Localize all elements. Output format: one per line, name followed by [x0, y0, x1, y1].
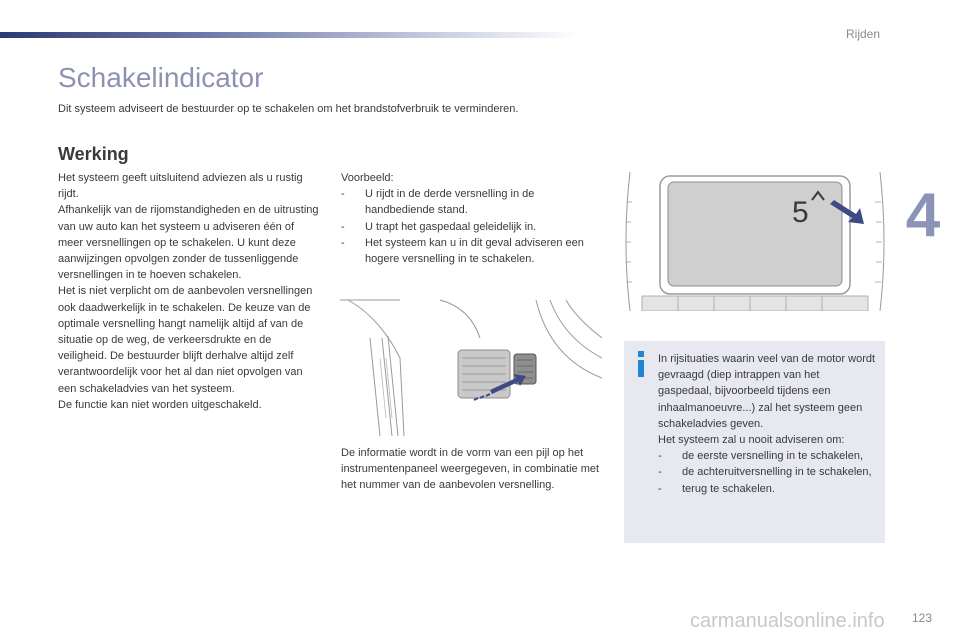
- instrument-cluster-illustration: [622, 172, 885, 311]
- body-paragraphs: Het systeem geeft uitsluitend adviezen als u rustig rijdt. Afhankelijk van de rijomstandigheden en de uitrusting van uw auto kan het systeem u adviseren één of meer versnellingen op te schakelen. U kunt deze aanwijzingen opvolgen zonder de tussenliggende versnellingen in te hoeven schakelen. Het is niet verplicht om de aanbevolen versnellingen ook daadwerkelijk in te schakelen. De keuze van de optimale versnelling hangt namelijk altijd af van de situatie op de weg, de verkeersdrukte en de veiligheid. De bestuurder blijft derhalve altijd zelf verantwoordelijk voor het al dan niet opvolgen van een schakeladvies van het systeem. De functie kan niet worden uitgeschakeld.: [58, 172, 319, 411]
- example-steps: [341, 186, 606, 267]
- info-box: [624, 341, 885, 543]
- info-list: [658, 448, 876, 497]
- list-item: - de eerste versnelling in te schakelen,: [658, 448, 876, 464]
- gear-digit: 5: [792, 196, 809, 229]
- page-number: 123: [912, 611, 933, 625]
- page-title: Schakelindicator: [58, 62, 264, 93]
- section-heading: Werking: [58, 144, 129, 164]
- section-label: Rijden: [846, 27, 881, 41]
- illustration-caption: De informatie wordt in de vorm van een pijl op het instrumentenpaneel weergegeven, in combinatie met het nummer van de aanbevolen versnelling.: [341, 447, 600, 492]
- list-item: - U trapt het gaspedaal geleidelijk in.: [341, 219, 606, 235]
- chapter-number: 4: [905, 181, 941, 250]
- info-paragraph: In rijsituaties waarin veel van de motor wordt gevraagd (diep intrappen van het gaspedaal, bijvoorbeeld tijdens een inhaalmanoeuvre...) zal het systeem geen schakeladvies geven.: [658, 353, 876, 430]
- pedal-illustration: [340, 298, 602, 436]
- example-label: Voorbeeld:: [341, 172, 394, 184]
- info-icon: [634, 351, 648, 377]
- info-never-label: Het systeem zal u nooit adviseren om:: [658, 434, 845, 447]
- list-item: - de achteruitversnelling in te schakelen,: [658, 464, 876, 480]
- header-color-bar: [0, 32, 580, 38]
- example-column: [341, 170, 606, 267]
- intro-text: Dit systeem adviseert de bestuurder op te schakelen om het brandstofverbruik te verminderen.: [58, 103, 519, 115]
- list-item: - U rijdt in de derde versnelling in de handbediende stand.: [341, 186, 606, 218]
- list-item: - Het systeem kan u in dit geval adviseren een hogere versnelling in te schakelen.: [341, 235, 606, 267]
- info-text: [658, 351, 876, 497]
- list-item: - terug te schakelen.: [658, 481, 876, 497]
- watermark: carmanualsonline.info: [690, 610, 885, 632]
- body-text-column: [58, 170, 320, 413]
